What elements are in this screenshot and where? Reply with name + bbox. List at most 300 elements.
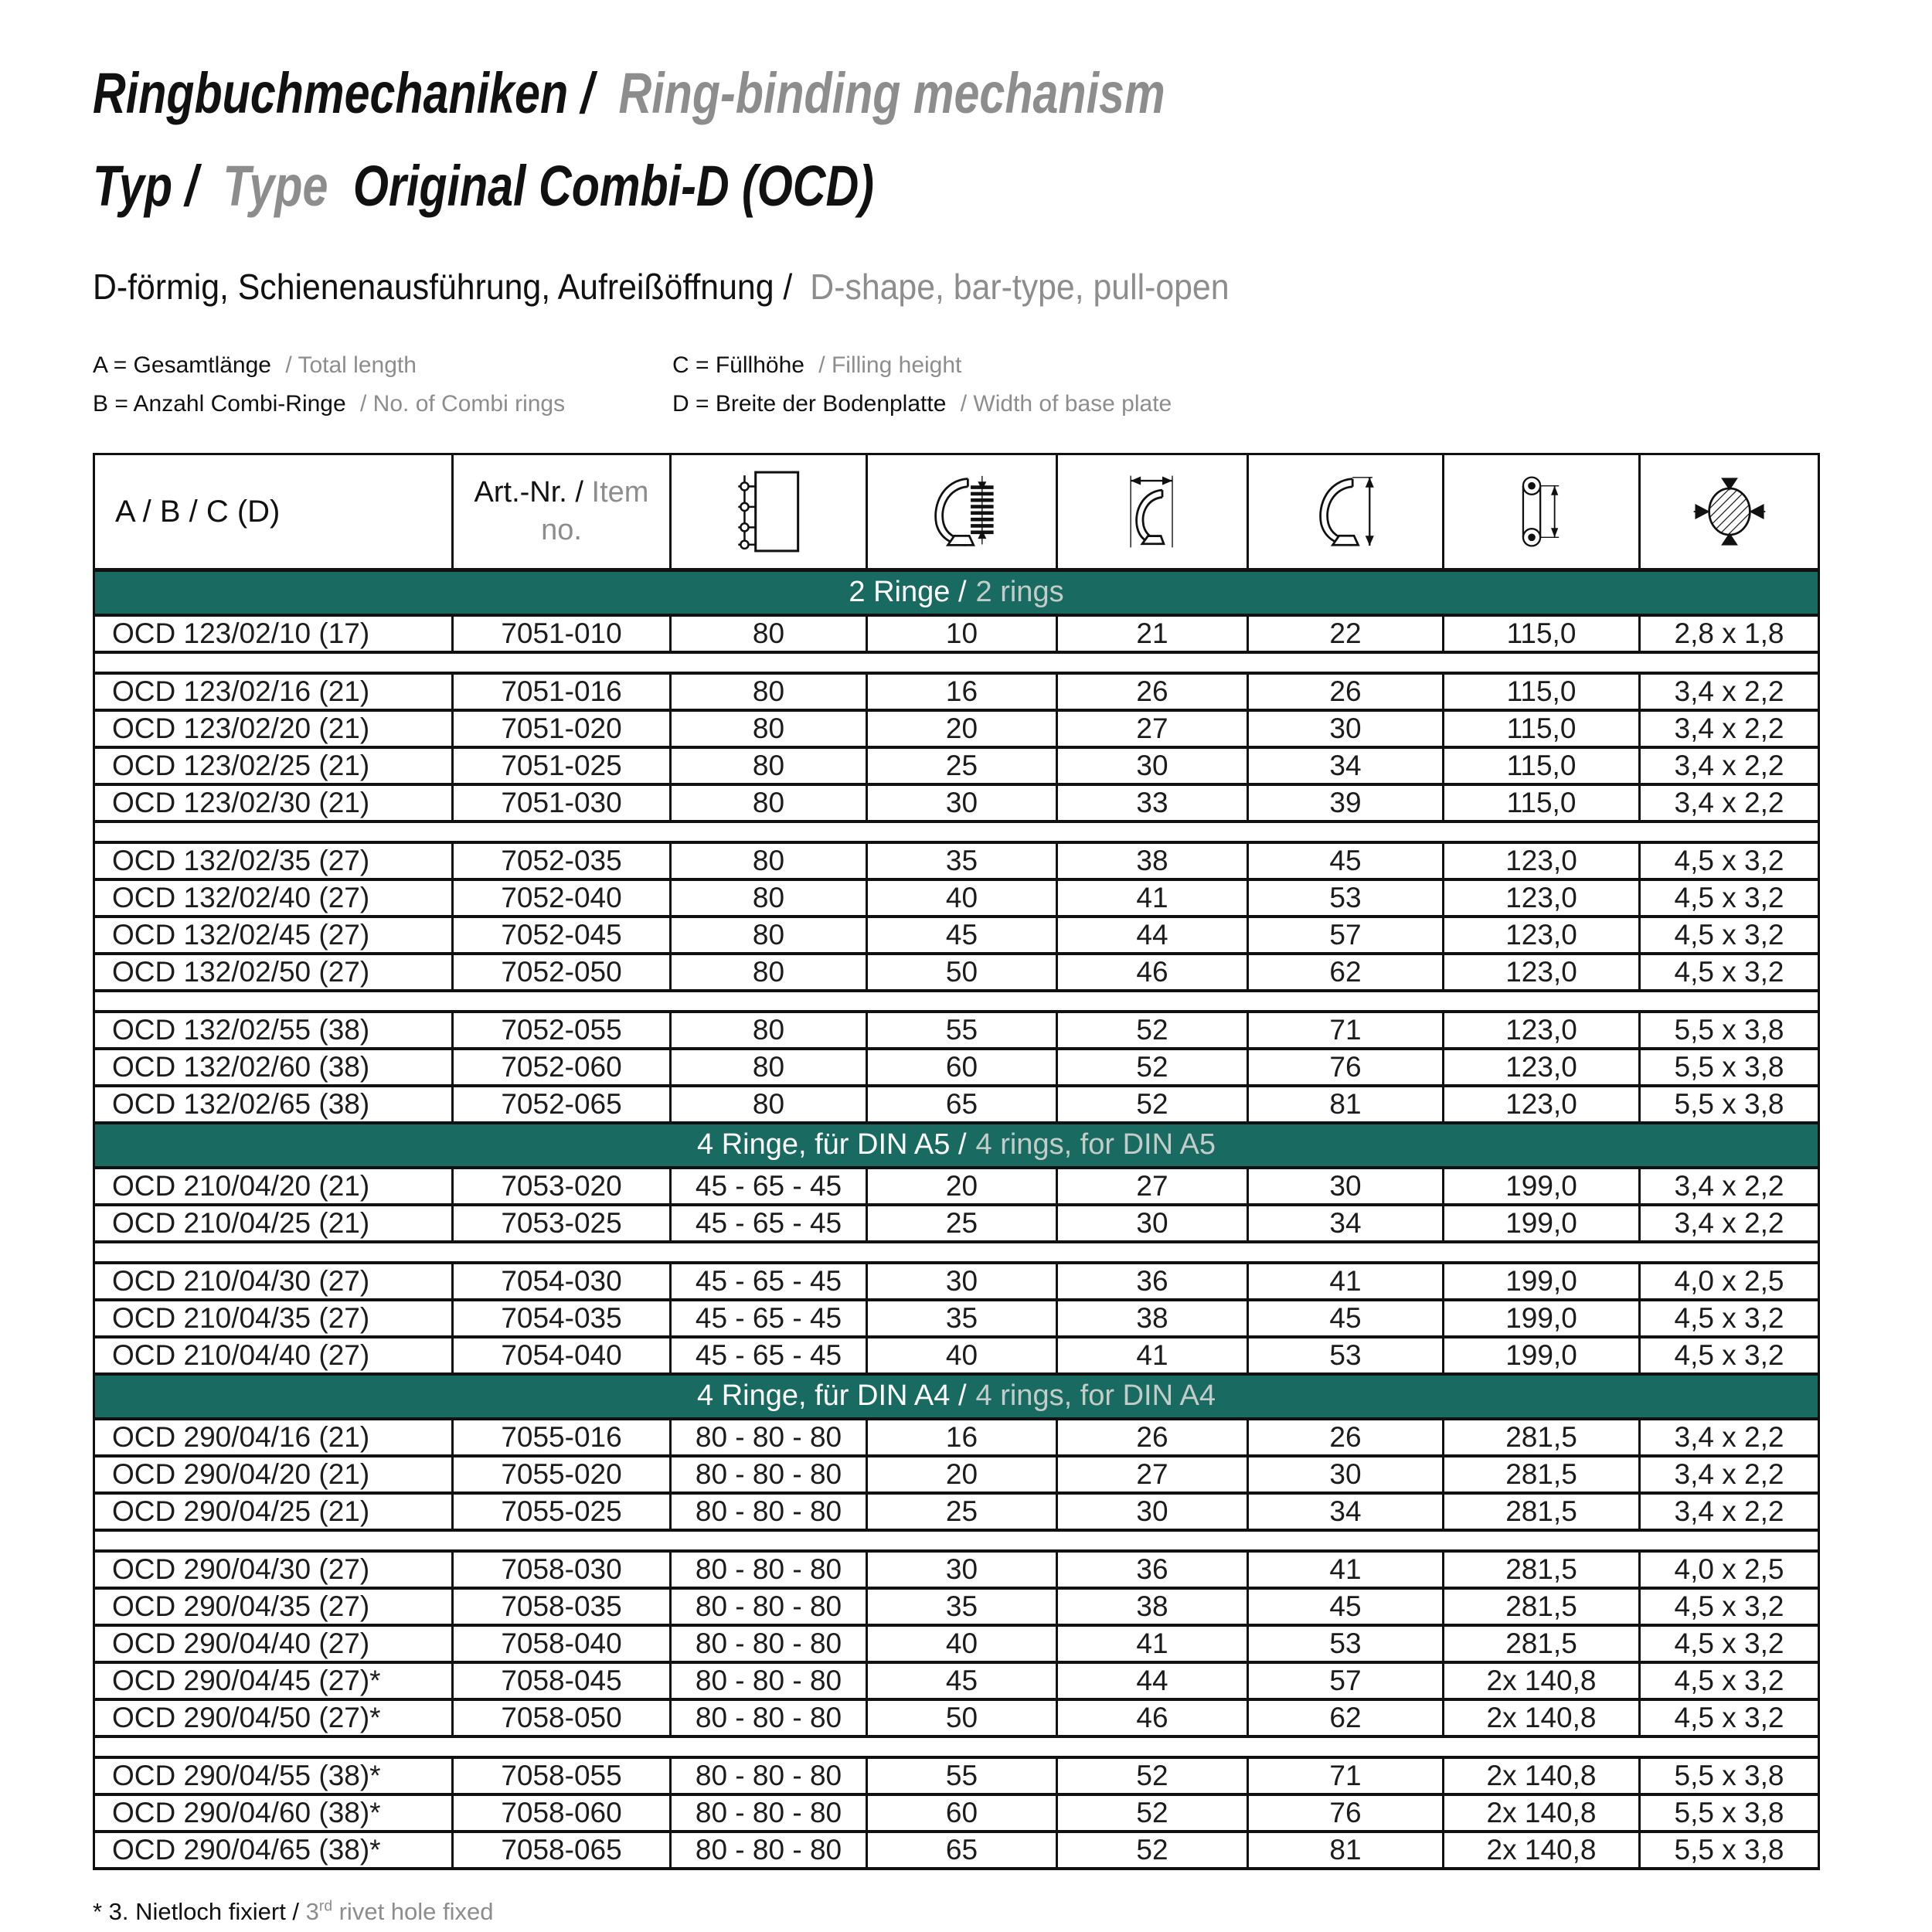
cell-total-length: 45 - 65 - 45 xyxy=(671,1168,867,1205)
cell-total-length: 80 - 80 - 80 xyxy=(671,1456,867,1493)
column-header-ring-height xyxy=(1248,454,1444,570)
cell-ring-height: 81 xyxy=(1248,1832,1444,1869)
cell-item-no: 7055-016 xyxy=(453,1419,671,1456)
cell-wire-size: 5,5 x 3,8 xyxy=(1640,1049,1819,1086)
cell-item-no: 7052-035 xyxy=(453,842,671,879)
cell-wire-size: 3,4 x 2,2 xyxy=(1640,784,1819,821)
group-spacer xyxy=(94,652,1819,673)
cell-wire-size: 3,4 x 2,2 xyxy=(1640,1205,1819,1242)
cell-model: OCD 210/04/20 (21) xyxy=(94,1168,453,1205)
cell-model: OCD 290/04/40 (27) xyxy=(94,1625,453,1662)
cell-model: OCD 290/04/60 (38)* xyxy=(94,1794,453,1832)
cell-model: OCD 290/04/55 (38)* xyxy=(94,1757,453,1794)
cell-item-no: 7051-010 xyxy=(453,615,671,652)
cell-item-no: 7054-040 xyxy=(453,1337,671,1374)
cell-total-length: 45 - 65 - 45 xyxy=(671,1300,867,1337)
cell-filling-height: 30 xyxy=(867,1263,1057,1300)
cell-item-no: 7058-040 xyxy=(453,1625,671,1662)
cell-wire-size: 3,4 x 2,2 xyxy=(1640,1493,1819,1530)
cell-wire-size: 4,0 x 2,5 xyxy=(1640,1263,1819,1300)
cell-ring-width: 21 xyxy=(1057,615,1248,652)
cell-model: OCD 290/04/30 (27) xyxy=(94,1551,453,1588)
cell-base-plate: 199,0 xyxy=(1444,1263,1640,1300)
cell-filling-height: 45 xyxy=(867,1662,1057,1699)
cell-total-length: 80 xyxy=(671,954,867,991)
table-row xyxy=(94,1493,1819,1530)
table-row xyxy=(94,917,1819,954)
table-row xyxy=(94,1551,1819,1588)
page-title xyxy=(93,61,1932,125)
cell-model: OCD 123/02/30 (21) xyxy=(94,784,453,821)
cell-total-length: 80 - 80 - 80 xyxy=(671,1551,867,1588)
cell-filling-height: 40 xyxy=(867,1625,1057,1662)
cell-filling-height: 35 xyxy=(867,1300,1057,1337)
cell-filling-height: 50 xyxy=(867,1699,1057,1736)
cell-ring-width: 27 xyxy=(1057,1456,1248,1493)
table-row xyxy=(94,1205,1819,1242)
title-de: Ringbuchmechaniken / xyxy=(93,61,594,125)
cell-wire-size: 4,5 x 3,2 xyxy=(1640,879,1819,917)
table-row xyxy=(94,1168,1819,1205)
cell-ring-width: 41 xyxy=(1057,1625,1248,1662)
item-no-label-de: Art.-Nr. / xyxy=(474,475,583,509)
cell-base-plate: 199,0 xyxy=(1444,1337,1640,1374)
column-header-wire-size xyxy=(1640,454,1819,570)
legend-b-de: B = Anzahl Combi-Ringe xyxy=(93,391,346,417)
cell-ring-height: 71 xyxy=(1248,1757,1444,1794)
cell-model: OCD 132/02/60 (38) xyxy=(94,1049,453,1086)
cell-item-no: 7058-055 xyxy=(453,1757,671,1794)
cell-wire-size: 2,8 x 1,8 xyxy=(1640,615,1819,652)
cell-wire-size: 3,4 x 2,2 xyxy=(1640,1419,1819,1456)
cell-total-length: 80 xyxy=(671,784,867,821)
cell-base-plate: 123,0 xyxy=(1444,1086,1640,1123)
cell-ring-width: 27 xyxy=(1057,710,1248,747)
cell-base-plate: 199,0 xyxy=(1444,1205,1640,1242)
cell-ring-height: 76 xyxy=(1248,1794,1444,1832)
cell-base-plate: 123,0 xyxy=(1444,1012,1640,1049)
cell-ring-height: 45 xyxy=(1248,1588,1444,1625)
cell-base-plate: 2x 140,8 xyxy=(1444,1794,1640,1832)
table-row xyxy=(94,1625,1819,1662)
cell-model: OCD 123/02/10 (17) xyxy=(94,615,453,652)
cell-ring-height: 30 xyxy=(1248,1168,1444,1205)
group-spacer xyxy=(94,1242,1819,1263)
cell-total-length: 80 xyxy=(671,1086,867,1123)
cell-filling-height: 25 xyxy=(867,747,1057,784)
cell-model: OCD 290/04/65 (38)* xyxy=(94,1832,453,1869)
table-row xyxy=(94,1049,1819,1086)
cell-base-plate: 281,5 xyxy=(1444,1419,1640,1456)
title-en: Ring-binding mechanism xyxy=(618,61,1165,125)
group-spacer-row xyxy=(94,991,1819,1012)
column-header-total-length xyxy=(671,454,867,570)
table-row xyxy=(94,1832,1819,1869)
table-row xyxy=(94,1662,1819,1699)
cell-wire-size: 4,5 x 3,2 xyxy=(1640,1699,1819,1736)
cell-total-length: 80 - 80 - 80 xyxy=(671,1832,867,1869)
cell-item-no: 7052-040 xyxy=(453,879,671,917)
cell-model: OCD 132/02/50 (27) xyxy=(94,954,453,991)
cell-wire-size: 5,5 x 3,8 xyxy=(1640,1086,1819,1123)
column-header-filling-height xyxy=(867,454,1057,570)
cell-base-plate: 123,0 xyxy=(1444,879,1640,917)
cell-ring-width: 52 xyxy=(1057,1794,1248,1832)
spec-table xyxy=(93,453,1820,1870)
cell-wire-size: 5,5 x 3,8 xyxy=(1640,1832,1819,1869)
shape-description-en: D-shape, bar-type, pull-open xyxy=(810,267,1230,307)
column-header-ring-width xyxy=(1057,454,1248,570)
cell-ring-width: 30 xyxy=(1057,747,1248,784)
cell-wire-size: 3,4 x 2,2 xyxy=(1640,673,1819,710)
cell-ring-height: 26 xyxy=(1248,1419,1444,1456)
cell-ring-width: 41 xyxy=(1057,1337,1248,1374)
table-row xyxy=(94,1757,1819,1794)
section-label-de: 4 Ringe, für DIN A4 / xyxy=(697,1379,967,1412)
cell-base-plate: 123,0 xyxy=(1444,1049,1640,1086)
cell-model: OCD 290/04/45 (27)* xyxy=(94,1662,453,1699)
cell-total-length: 80 xyxy=(671,1012,867,1049)
page-subtitle-type xyxy=(93,154,1932,218)
cell-item-no: 7058-030 xyxy=(453,1551,671,1588)
cell-ring-height: 57 xyxy=(1248,1662,1444,1699)
cell-model: OCD 132/02/40 (27) xyxy=(94,879,453,917)
cell-item-no: 7055-025 xyxy=(453,1493,671,1530)
legend-item-c xyxy=(672,352,1932,379)
table-row xyxy=(94,1337,1819,1374)
table-row xyxy=(94,1263,1819,1300)
base-plate-width-icon xyxy=(1444,471,1638,552)
type-label-en: Type xyxy=(223,154,328,218)
total-length-icon xyxy=(672,468,866,556)
cell-ring-width: 52 xyxy=(1057,1012,1248,1049)
legend-a-en: / Total length xyxy=(285,352,417,378)
cell-model: OCD 210/04/40 (27) xyxy=(94,1337,453,1374)
cell-filling-height: 60 xyxy=(867,1794,1057,1832)
cell-base-plate: 123,0 xyxy=(1444,842,1640,879)
cell-filling-height: 30 xyxy=(867,784,1057,821)
cell-wire-size: 4,5 x 3,2 xyxy=(1640,917,1819,954)
cell-item-no: 7051-016 xyxy=(453,673,671,710)
cell-ring-height: 22 xyxy=(1248,615,1444,652)
cell-ring-width: 44 xyxy=(1057,1662,1248,1699)
cell-base-plate: 281,5 xyxy=(1444,1456,1640,1493)
footnote-en: 3rd rivet hole fixed xyxy=(305,1897,494,1925)
cell-item-no: 7058-045 xyxy=(453,1662,671,1699)
cell-ring-width: 41 xyxy=(1057,879,1248,917)
cell-filling-height: 55 xyxy=(867,1757,1057,1794)
cell-wire-size: 4,5 x 3,2 xyxy=(1640,1662,1819,1699)
legend-d-de: D = Breite der Bodenplatte xyxy=(672,391,947,417)
cell-filling-height: 35 xyxy=(867,842,1057,879)
cell-wire-size: 4,5 x 3,2 xyxy=(1640,842,1819,879)
cell-item-no: 7053-020 xyxy=(453,1168,671,1205)
cell-filling-height: 25 xyxy=(867,1205,1057,1242)
cell-ring-height: 41 xyxy=(1248,1551,1444,1588)
cell-base-plate: 123,0 xyxy=(1444,954,1640,991)
cell-model: OCD 290/04/50 (27)* xyxy=(94,1699,453,1736)
cell-ring-height: 53 xyxy=(1248,1625,1444,1662)
cell-total-length: 45 - 65 - 45 xyxy=(671,1263,867,1300)
cell-wire-size: 5,5 x 3,8 xyxy=(1640,1757,1819,1794)
cell-item-no: 7052-065 xyxy=(453,1086,671,1123)
cell-ring-height: 45 xyxy=(1248,1300,1444,1337)
legend-item-a xyxy=(93,352,672,379)
cell-ring-height: 30 xyxy=(1248,710,1444,747)
cell-model: OCD 132/02/55 (38) xyxy=(94,1012,453,1049)
cell-model: OCD 132/02/65 (38) xyxy=(94,1086,453,1123)
cell-ring-width: 52 xyxy=(1057,1832,1248,1869)
section-label-de: 4 Ringe, für DIN A5 / xyxy=(697,1128,967,1161)
type-name: Original Combi-D (OCD) xyxy=(352,154,875,218)
cell-filling-height: 45 xyxy=(867,917,1057,954)
cell-model: OCD 123/02/25 (21) xyxy=(94,747,453,784)
group-spacer xyxy=(94,991,1819,1012)
cell-item-no: 7058-060 xyxy=(453,1794,671,1832)
cell-base-plate: 115,0 xyxy=(1444,747,1640,784)
ring-inner-width-icon xyxy=(1058,471,1247,552)
footnote xyxy=(93,1898,1932,1926)
cell-model: OCD 123/02/20 (21) xyxy=(94,710,453,747)
cell-total-length: 45 - 65 - 45 xyxy=(671,1205,867,1242)
cell-ring-height: 53 xyxy=(1248,1337,1444,1374)
cell-base-plate: 123,0 xyxy=(1444,917,1640,954)
cell-total-length: 80 - 80 - 80 xyxy=(671,1493,867,1530)
cell-base-plate: 281,5 xyxy=(1444,1588,1640,1625)
section-label-en: 2 rings xyxy=(975,576,1064,609)
group-spacer-row xyxy=(94,652,1819,673)
cell-filling-height: 10 xyxy=(867,615,1057,652)
table-row xyxy=(94,673,1819,710)
cell-wire-size: 4,5 x 3,2 xyxy=(1640,1588,1819,1625)
table-body xyxy=(94,570,1819,1869)
cell-ring-width: 30 xyxy=(1057,1493,1248,1530)
cell-item-no: 7051-025 xyxy=(453,747,671,784)
dimension-legend xyxy=(93,352,1932,417)
cell-wire-size: 5,5 x 3,8 xyxy=(1640,1012,1819,1049)
table-row xyxy=(94,1086,1819,1123)
cell-ring-width: 26 xyxy=(1057,1419,1248,1456)
cell-ring-height: 62 xyxy=(1248,954,1444,991)
cell-model: OCD 290/04/35 (27) xyxy=(94,1588,453,1625)
cell-ring-height: 39 xyxy=(1248,784,1444,821)
cell-base-plate: 281,5 xyxy=(1444,1625,1640,1662)
table-row xyxy=(94,615,1819,652)
legend-c-de: C = Füllhöhe xyxy=(672,352,804,378)
cell-ring-width: 46 xyxy=(1057,954,1248,991)
table-row xyxy=(94,1456,1819,1493)
cell-base-plate: 115,0 xyxy=(1444,615,1640,652)
filling-height-icon xyxy=(868,471,1056,552)
cell-item-no: 7051-020 xyxy=(453,710,671,747)
cell-wire-size: 3,4 x 2,2 xyxy=(1640,1456,1819,1493)
section-label-en: 4 rings, for DIN A4 xyxy=(975,1379,1216,1412)
cell-ring-width: 38 xyxy=(1057,1300,1248,1337)
cell-item-no: 7058-050 xyxy=(453,1699,671,1736)
cell-model: OCD 290/04/16 (21) xyxy=(94,1419,453,1456)
wire-cross-section-icon xyxy=(1641,473,1818,550)
cell-ring-height: 34 xyxy=(1248,747,1444,784)
cell-ring-width: 38 xyxy=(1057,842,1248,879)
cell-model: OCD 132/02/35 (27) xyxy=(94,842,453,879)
cell-filling-height: 20 xyxy=(867,710,1057,747)
cell-base-plate: 2x 140,8 xyxy=(1444,1662,1640,1699)
ring-height-icon xyxy=(1249,471,1442,552)
cell-total-length: 45 - 65 - 45 xyxy=(671,1337,867,1374)
cell-ring-height: 62 xyxy=(1248,1699,1444,1736)
table-row xyxy=(94,784,1819,821)
group-spacer xyxy=(94,821,1819,842)
cell-wire-size: 4,0 x 2,5 xyxy=(1640,1551,1819,1588)
cell-filling-height: 16 xyxy=(867,1419,1057,1456)
cell-ring-width: 38 xyxy=(1057,1588,1248,1625)
item-no-label-en: Item no. xyxy=(541,475,649,546)
table-row xyxy=(94,1794,1819,1832)
cell-wire-size: 4,5 x 3,2 xyxy=(1640,1337,1819,1374)
cell-ring-width: 52 xyxy=(1057,1086,1248,1123)
cell-ring-width: 27 xyxy=(1057,1168,1248,1205)
cell-base-plate: 115,0 xyxy=(1444,673,1640,710)
cell-ring-width: 52 xyxy=(1057,1757,1248,1794)
cell-total-length: 80 xyxy=(671,1049,867,1086)
cell-ring-height: 53 xyxy=(1248,879,1444,917)
cell-base-plate: 2x 140,8 xyxy=(1444,1699,1640,1736)
cell-total-length: 80 - 80 - 80 xyxy=(671,1588,867,1625)
column-header-model: A / B / C (D) xyxy=(94,454,453,570)
cell-wire-size: 4,5 x 3,2 xyxy=(1640,954,1819,991)
cell-ring-height: 30 xyxy=(1248,1456,1444,1493)
column-header-base-plate xyxy=(1444,454,1640,570)
table-row xyxy=(94,1012,1819,1049)
cell-total-length: 80 - 80 - 80 xyxy=(671,1757,867,1794)
section-band-row xyxy=(94,1123,1819,1168)
section-label-en: 4 rings, for DIN A5 xyxy=(975,1128,1216,1161)
cell-total-length: 80 xyxy=(671,673,867,710)
cell-ring-height: 45 xyxy=(1248,842,1444,879)
column-header-item-no xyxy=(453,454,671,570)
group-spacer-row xyxy=(94,1530,1819,1551)
shape-description-de: D-förmig, Schienenausführung, Aufreißöffnung / xyxy=(93,267,793,307)
cell-ring-width: 44 xyxy=(1057,917,1248,954)
section-label-de: 2 Ringe / xyxy=(849,576,967,609)
cell-filling-height: 65 xyxy=(867,1832,1057,1869)
group-spacer-row xyxy=(94,821,1819,842)
shape-description xyxy=(93,266,1932,308)
cell-model: OCD 210/04/30 (27) xyxy=(94,1263,453,1300)
legend-a-de: A = Gesamtlänge xyxy=(93,352,271,378)
cell-item-no: 7058-065 xyxy=(453,1832,671,1869)
cell-ring-height: 26 xyxy=(1248,673,1444,710)
cell-base-plate: 199,0 xyxy=(1444,1168,1640,1205)
section-band-row xyxy=(94,1374,1819,1419)
cell-filling-height: 25 xyxy=(867,1493,1057,1530)
cell-filling-height: 20 xyxy=(867,1168,1057,1205)
cell-ring-height: 41 xyxy=(1248,1263,1444,1300)
cell-base-plate: 2x 140,8 xyxy=(1444,1757,1640,1794)
legend-c-en: / Filling height xyxy=(818,352,962,378)
cell-model: OCD 210/04/25 (21) xyxy=(94,1205,453,1242)
legend-b-en: / No. of Combi rings xyxy=(360,391,566,417)
cell-ring-height: 71 xyxy=(1248,1012,1444,1049)
cell-base-plate: 281,5 xyxy=(1444,1493,1640,1530)
cell-base-plate: 2x 140,8 xyxy=(1444,1832,1640,1869)
table-row xyxy=(94,1419,1819,1456)
cell-wire-size: 3,4 x 2,2 xyxy=(1640,710,1819,747)
section-band xyxy=(94,570,1819,615)
legend-item-b xyxy=(93,391,672,417)
table-row xyxy=(94,842,1819,879)
table-row xyxy=(94,1699,1819,1736)
cell-model: OCD 210/04/35 (27) xyxy=(94,1300,453,1337)
cell-ring-width: 26 xyxy=(1057,673,1248,710)
cell-filling-height: 55 xyxy=(867,1012,1057,1049)
cell-filling-height: 65 xyxy=(867,1086,1057,1123)
legend-d-en: / Width of base plate xyxy=(960,391,1172,417)
cell-wire-size: 3,4 x 2,2 xyxy=(1640,747,1819,784)
group-spacer-row xyxy=(94,1736,1819,1757)
cell-filling-height: 50 xyxy=(867,954,1057,991)
cell-filling-height: 35 xyxy=(867,1588,1057,1625)
cell-base-plate: 115,0 xyxy=(1444,710,1640,747)
cell-base-plate: 199,0 xyxy=(1444,1300,1640,1337)
cell-ring-width: 33 xyxy=(1057,784,1248,821)
cell-filling-height: 60 xyxy=(867,1049,1057,1086)
cell-filling-height: 40 xyxy=(867,1337,1057,1374)
cell-item-no: 7052-060 xyxy=(453,1049,671,1086)
cell-item-no: 7052-050 xyxy=(453,954,671,991)
table-row xyxy=(94,1300,1819,1337)
cell-total-length: 80 xyxy=(671,710,867,747)
cell-total-length: 80 - 80 - 80 xyxy=(671,1662,867,1699)
cell-model: OCD 290/04/25 (21) xyxy=(94,1493,453,1530)
table-row xyxy=(94,747,1819,784)
cell-ring-height: 34 xyxy=(1248,1493,1444,1530)
cell-wire-size: 5,5 x 3,8 xyxy=(1640,1794,1819,1832)
cell-model: OCD 290/04/20 (21) xyxy=(94,1456,453,1493)
cell-filling-height: 16 xyxy=(867,673,1057,710)
cell-item-no: 7051-030 xyxy=(453,784,671,821)
cell-wire-size: 3,4 x 2,2 xyxy=(1640,1168,1819,1205)
cell-ring-width: 52 xyxy=(1057,1049,1248,1086)
cell-total-length: 80 - 80 - 80 xyxy=(671,1699,867,1736)
cell-total-length: 80 xyxy=(671,879,867,917)
table-row xyxy=(94,1588,1819,1625)
cell-model: OCD 132/02/45 (27) xyxy=(94,917,453,954)
cell-ring-width: 46 xyxy=(1057,1699,1248,1736)
table-row xyxy=(94,879,1819,917)
cell-item-no: 7052-045 xyxy=(453,917,671,954)
cell-ring-height: 81 xyxy=(1248,1086,1444,1123)
cell-total-length: 80 xyxy=(671,842,867,879)
group-spacer-row xyxy=(94,1242,1819,1263)
cell-total-length: 80 xyxy=(671,917,867,954)
section-band xyxy=(94,1123,1819,1168)
cell-ring-height: 57 xyxy=(1248,917,1444,954)
legend-item-d xyxy=(672,391,1932,417)
type-label-de: Typ / xyxy=(93,154,198,218)
cell-wire-size: 4,5 x 3,2 xyxy=(1640,1625,1819,1662)
cell-item-no: 7053-025 xyxy=(453,1205,671,1242)
cell-total-length: 80 - 80 - 80 xyxy=(671,1794,867,1832)
cell-ring-height: 76 xyxy=(1248,1049,1444,1086)
cell-item-no: 7052-055 xyxy=(453,1012,671,1049)
section-band xyxy=(94,1374,1819,1419)
table-header xyxy=(94,454,1819,570)
cell-total-length: 80 - 80 - 80 xyxy=(671,1625,867,1662)
cell-wire-size: 4,5 x 3,2 xyxy=(1640,1300,1819,1337)
cell-item-no: 7054-035 xyxy=(453,1300,671,1337)
cell-total-length: 80 xyxy=(671,747,867,784)
